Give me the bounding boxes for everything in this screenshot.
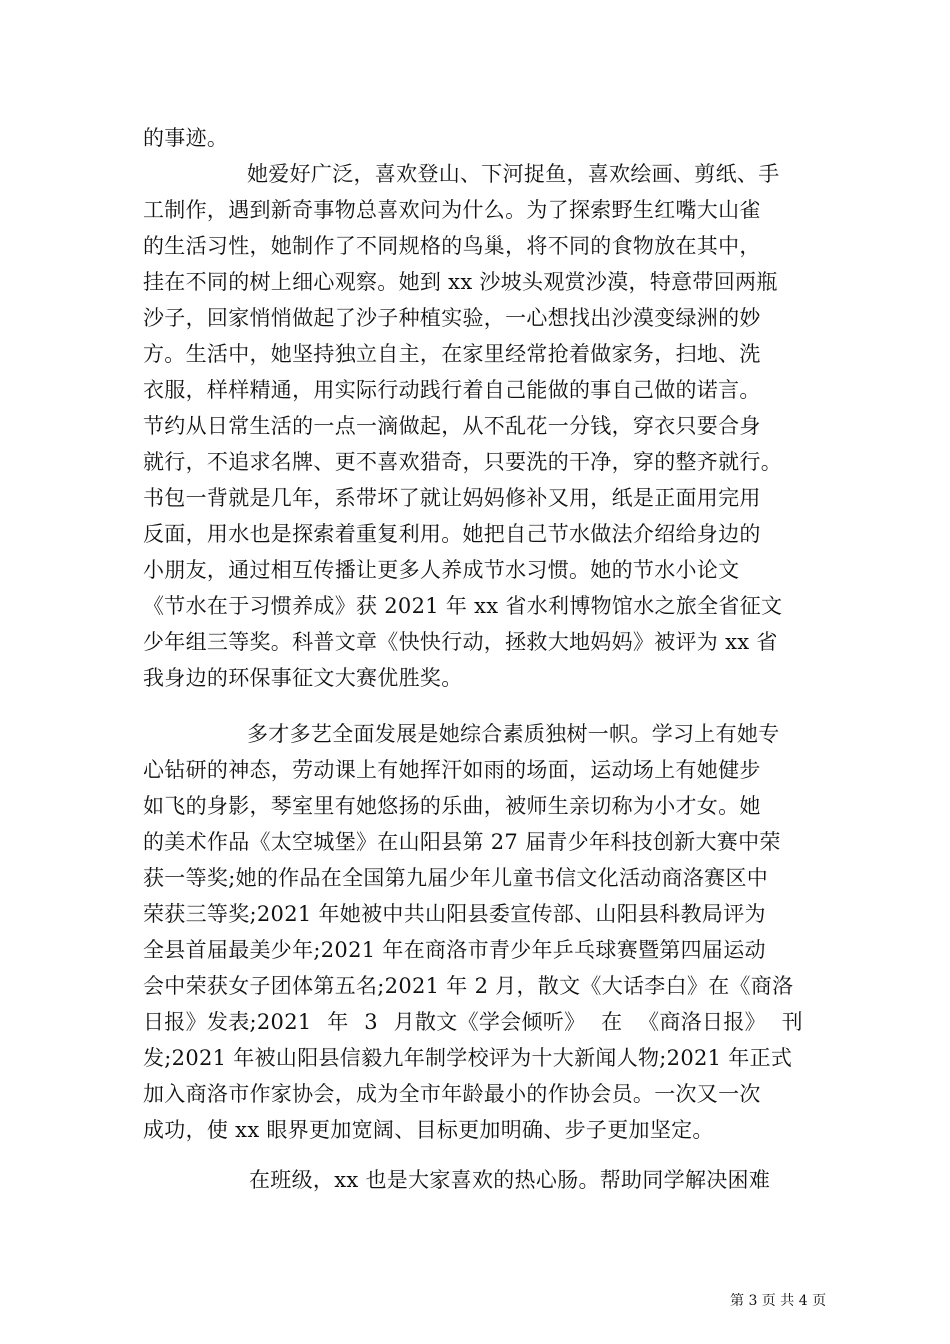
line-segment: 3	[364, 1010, 378, 1034]
text-line: 工制作，遇到新奇事物总喜欢问为什么。为了探索野生红嘴大山雀	[143, 198, 761, 222]
paragraph-start-line: 她爱好广泛，喜欢登山、下河捉鱼，喜欢绘画、剪纸、手	[247, 162, 780, 186]
line-segment: 月散文《学会倾听》	[393, 1010, 586, 1034]
paragraph-start-line: 多才多艺全面发展是她综合素质独树一帜。学习上有她专	[247, 722, 780, 746]
text-line: 的美术作品《太空城堡》在山阳县第 27 届青少年科技创新大赛中荣	[143, 830, 781, 854]
text-line: 《节水在于习惯养成》获 2021 年 xx 省水利博物馆水之旅全省征文	[143, 594, 783, 618]
text-line: 会中荣获女子团体第五名;2021 年 2 月，散文《大话李白》在《商洛	[143, 974, 794, 998]
line-segment: 刊	[781, 1010, 803, 1034]
text-line: 加入商洛市作家协会，成为全市年龄最小的作协会员。一次又一次	[143, 1082, 761, 1106]
paragraph-start-line: 在班级，xx 也是大家喜欢的热心肠。帮助同学解决困难	[249, 1168, 771, 1192]
text-line: 心钻研的神态，劳动课上有她挥汗如雨的场面，运动场上有她健步	[143, 758, 761, 782]
text-line: 就行，不追求名牌、更不喜欢猎奇，只要洗的干净，穿的整齐就行。	[143, 450, 782, 474]
text-line: 全县首届最美少年;2021 年在商洛市青少年乒乓球赛暨第四届运动	[143, 938, 766, 962]
text-line: 节约从日常生活的一点一滴做起，从不乱花一分钱，穿衣只要合身	[143, 414, 761, 438]
line-segment: 年	[327, 1010, 349, 1034]
text-line: 的生活习性，她制作了不同规格的鸟巢，将不同的食物放在其中，	[143, 234, 761, 258]
text-line: 获一等奖;她的作品在全国第九届少年儿童书信文化活动商洛赛区中	[143, 866, 769, 890]
line-segment: 《商洛日报》	[638, 1010, 766, 1034]
text-line: 成功，使 xx 眼界更加宽阔、目标更加明确、步子更加坚定。	[143, 1118, 714, 1142]
line-segment: 日报》发表;2021	[143, 1010, 312, 1034]
line-segment: 在	[601, 1010, 623, 1034]
text-line: 的事迹。	[143, 126, 229, 150]
text-line: 我身边的环保事征文大赛优胜奖。	[143, 666, 463, 690]
text-line: 反面，用水也是探索着重复利用。她把自己节水做法介绍给身边的	[143, 522, 761, 546]
page-number-footer: 第 3 页 共 4 页	[730, 1293, 827, 1309]
text-line: 书包一背就是几年，系带坏了就让妈妈修补又用，纸是正面用完用	[143, 486, 761, 510]
text-line-justified	[143, 1004, 803, 1040]
text-line: 方。生活中，她坚持独立自主，在家里经常抢着做家务，扫地、洗	[143, 342, 761, 366]
text-line: 少年组三等奖。科普文章《快快行动，拯救大地妈妈》被评为 xx 省	[143, 630, 778, 654]
text-line: 小朋友，通过相互传播让更多人养成节水习惯。她的节水小论文	[143, 558, 740, 582]
text-line: 挂在不同的树上细心观察。她到 xx 沙坡头观赏沙漠，特意带回两瓶	[143, 270, 778, 294]
text-line: 沙子，回家悄悄做起了沙子种植实验，一心想找出沙漠变绿洲的妙	[143, 306, 761, 330]
text-line: 发;2021 年被山阳县信毅九年制学校评为十大新闻人物;2021 年正式	[143, 1046, 793, 1070]
text-line: 荣获三等奖;2021 年她被中共山阳县委宣传部、山阳县科教局评为	[143, 902, 766, 926]
text-line: 衣服，样样精通，用实际行动践行着自己能做的事自己做的诺言。	[143, 378, 761, 402]
text-line: 如飞的身影，琴室里有她悠扬的乐曲，被师生亲切称为小才女。她	[143, 794, 761, 818]
